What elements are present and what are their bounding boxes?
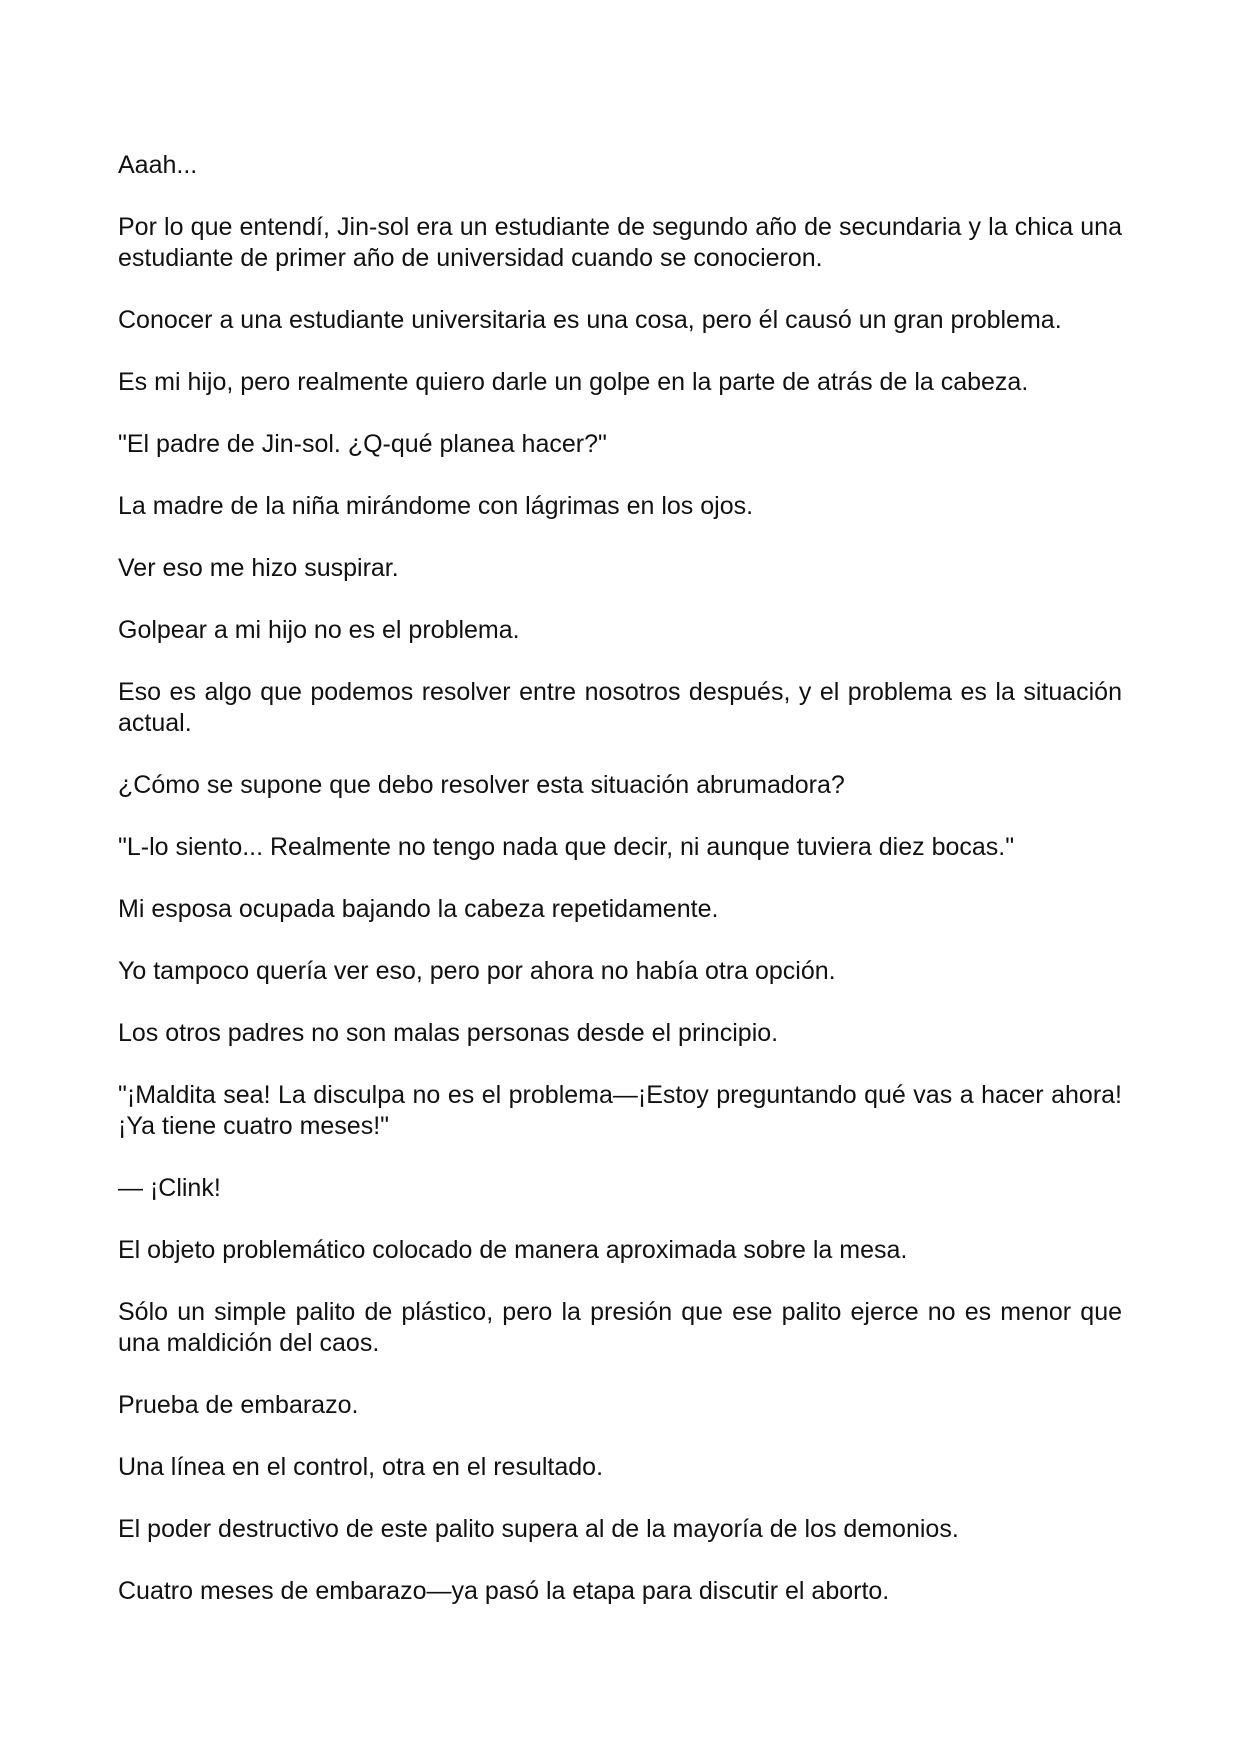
- paragraph: "El padre de Jin-sol. ¿Q-qué planea hacer?": [118, 430, 607, 458]
- paragraph: Conocer a una estudiante universitaria es una cosa, pero él causó un gran problema.: [118, 306, 1062, 334]
- paragraph: Por lo que entendí, Jin-sol era un estudiante de segundo año de secundaria y la chica una estudiante de primer año de universidad cuando se conocieron.: [118, 213, 1122, 272]
- paragraph: Es mi hijo, pero realmente quiero darle un golpe en la parte de atrás de la cabeza.: [118, 368, 1029, 396]
- paragraph: — ¡Clink!: [118, 1174, 221, 1202]
- paragraph: Golpear a mi hijo no es el problema.: [118, 616, 520, 644]
- paragraph: "L-lo siento... Realmente no tengo nada que decir, ni aunque tuviera diez bocas.": [118, 833, 1015, 861]
- document-body: [118, 150, 1122, 1607]
- paragraph: Eso es algo que podemos resolver entre nosotros después, y el problema es la situación actual.: [118, 678, 1122, 737]
- paragraph: "¡Maldita sea! La disculpa no es el problema—¡Estoy preguntando qué vas a hacer ahora! ¡Ya tiene cuatro meses!": [118, 1081, 1122, 1140]
- paragraph: Sólo un simple palito de plástico, pero la presión que ese palito ejerce no es menor que una maldición del caos.: [118, 1298, 1122, 1357]
- paragraph: El poder destructivo de este palito supera al de la mayoría de los demonios.: [118, 1515, 959, 1543]
- paragraph: Yo tampoco quería ver eso, pero por ahora no había otra opción.: [118, 957, 836, 985]
- paragraph: Ver eso me hizo suspirar.: [118, 554, 399, 582]
- paragraph: Aaah...: [118, 151, 198, 179]
- paragraph: ¿Cómo se supone que debo resolver esta situación abrumadora?: [118, 771, 845, 799]
- paragraph: Prueba de embarazo.: [118, 1391, 359, 1419]
- paragraph: La madre de la niña mirándome con lágrimas en los ojos.: [118, 492, 754, 520]
- paragraph: Una línea en el control, otra en el resultado.: [118, 1453, 604, 1481]
- paragraph: Cuatro meses de embarazo—ya pasó la etapa para discutir el aborto.: [118, 1577, 890, 1605]
- paragraph: Mi esposa ocupada bajando la cabeza repetidamente.: [118, 895, 719, 923]
- paragraph: Los otros padres no son malas personas desde el principio.: [118, 1019, 779, 1047]
- paragraph: El objeto problemático colocado de manera aproximada sobre la mesa.: [118, 1236, 908, 1264]
